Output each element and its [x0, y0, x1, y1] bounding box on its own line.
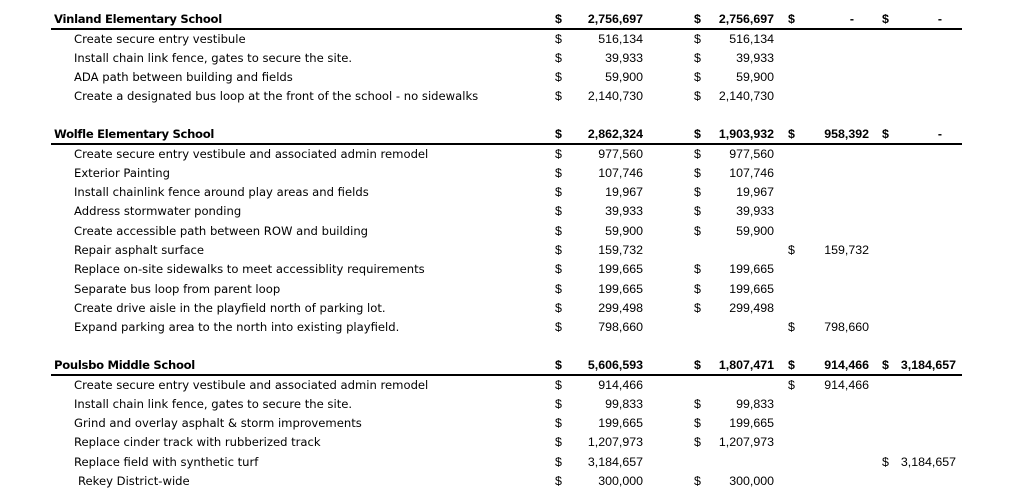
- item-cost: 107,746: [598, 165, 643, 180]
- item-col3: 159,732: [824, 242, 869, 257]
- section-header-row[interactable]: [51, 125, 962, 145]
- item-col3: 798,660: [824, 320, 869, 335]
- table-row[interactable]: [51, 395, 962, 414]
- currency-symbol: $: [555, 50, 562, 65]
- item-cost: 1,207,973: [587, 435, 643, 450]
- currency-symbol: $: [694, 165, 701, 180]
- item-label: Replace on-site sidewalks to meet accessiblity requirements: [74, 262, 425, 277]
- item-cost: 2,140,730: [587, 89, 643, 104]
- currency-symbol: $: [788, 127, 795, 141]
- item-col2: 977,560: [729, 146, 774, 161]
- currency-symbol: $: [694, 89, 701, 104]
- currency-symbol: $: [694, 281, 701, 296]
- currency-symbol: $: [694, 185, 701, 200]
- total-col2: 2,756,697: [718, 12, 774, 26]
- currency-symbol: $: [555, 454, 562, 469]
- currency-symbol: $: [555, 281, 562, 296]
- currency-symbol: $: [555, 127, 562, 141]
- item-cost: 19,967: [605, 185, 643, 200]
- item-col2: 199,665: [729, 262, 774, 277]
- item-cost: 516,134: [598, 31, 643, 46]
- currency-symbol: $: [555, 396, 562, 411]
- currency-symbol: $: [555, 358, 562, 372]
- total-col3: 958,392: [824, 127, 869, 141]
- total-col3: -: [849, 12, 854, 26]
- item-cost: 159,732: [598, 242, 643, 257]
- currency-symbol: $: [694, 50, 701, 65]
- item-col2: 199,665: [729, 416, 774, 431]
- currency-symbol: $: [555, 165, 562, 180]
- currency-symbol: $: [555, 473, 562, 488]
- currency-symbol: $: [788, 12, 795, 26]
- item-col2: 99,833: [736, 396, 774, 411]
- item-label: Rekey District-wide: [78, 473, 190, 488]
- currency-symbol: $: [788, 242, 795, 257]
- table-row[interactable]: [51, 49, 962, 68]
- table-row[interactable]: [51, 260, 962, 279]
- item-label: Expand parking area to the north into existing playfield.: [74, 320, 400, 335]
- table-row[interactable]: [51, 299, 962, 318]
- total-col4: -: [937, 127, 942, 141]
- item-col3: 914,466: [824, 377, 869, 392]
- currency-symbol: $: [555, 242, 562, 257]
- item-col2: 199,665: [729, 281, 774, 296]
- table-row[interactable]: [51, 414, 962, 433]
- currency-symbol: $: [694, 300, 701, 315]
- currency-symbol: $: [882, 12, 889, 26]
- item-label: Repair asphalt surface: [74, 242, 205, 257]
- item-label: Install chain link fence, gates to secure the site.: [74, 396, 353, 411]
- item-cost: 59,900: [605, 223, 643, 238]
- currency-symbol: $: [694, 204, 701, 219]
- item-label: Install chain link fence, gates to secure the site.: [74, 50, 353, 65]
- currency-symbol: $: [882, 358, 889, 372]
- currency-symbol: $: [788, 377, 795, 392]
- section-header-row[interactable]: [51, 10, 962, 30]
- total-cost: 5,606,593: [587, 358, 643, 372]
- currency-symbol: $: [694, 435, 701, 450]
- item-col2: 59,900: [736, 70, 774, 85]
- table-row[interactable]: [51, 202, 962, 221]
- item-label: ADA path between building and fields: [74, 70, 293, 85]
- currency-symbol: $: [555, 70, 562, 85]
- table-row[interactable]: [51, 30, 962, 49]
- currency-symbol: $: [555, 89, 562, 104]
- item-cost: 99,833: [605, 396, 643, 411]
- table-row[interactable]: [51, 433, 962, 452]
- currency-symbol: $: [555, 300, 562, 315]
- table-row[interactable]: [51, 183, 962, 202]
- currency-symbol: $: [555, 416, 562, 431]
- table-row[interactable]: [51, 376, 962, 395]
- table-row[interactable]: [51, 241, 962, 260]
- currency-symbol: $: [694, 358, 701, 372]
- section-header-row[interactable]: [51, 356, 962, 376]
- currency-symbol: $: [555, 31, 562, 46]
- currency-symbol: $: [694, 70, 701, 85]
- section-wolfle: [51, 125, 962, 337]
- item-cost: 3,184,657: [587, 454, 643, 469]
- item-label: Replace field with synthetic turf: [74, 454, 259, 469]
- item-label: Create accessible path between ROW and building: [74, 223, 369, 238]
- currency-symbol: $: [555, 223, 562, 238]
- item-col2: 39,933: [736, 50, 774, 65]
- currency-symbol: $: [788, 358, 795, 372]
- table-row[interactable]: [51, 222, 962, 241]
- item-label: Replace cinder track with rubberized track: [74, 435, 321, 450]
- item-label: Create secure entry vestibule and associated admin remodel: [74, 377, 429, 392]
- item-col2: 299,498: [729, 300, 774, 315]
- item-label: Create secure entry vestibule and associated admin remodel: [74, 146, 429, 161]
- item-col2: 516,134: [729, 31, 774, 46]
- item-label: Grind and overlay asphalt & storm improvements: [74, 416, 362, 431]
- item-col2: 39,933: [736, 204, 774, 219]
- total-cost: 2,756,697: [587, 12, 643, 26]
- currency-symbol: $: [555, 204, 562, 219]
- currency-symbol: $: [788, 320, 795, 335]
- item-cost: 977,560: [598, 146, 643, 161]
- currency-symbol: $: [555, 320, 562, 335]
- item-cost: 59,900: [605, 70, 643, 85]
- item-label: Address stormwater ponding: [74, 204, 242, 219]
- item-label: Create secure entry vestibule: [74, 31, 246, 46]
- table-row[interactable]: [51, 280, 962, 299]
- item-cost: 914,466: [598, 377, 643, 392]
- currency-symbol: $: [694, 262, 701, 277]
- currency-symbol: $: [555, 146, 562, 161]
- item-cost: 39,933: [605, 204, 643, 219]
- item-label: Install chainlink fence around play areas and fields: [74, 185, 369, 200]
- item-col2: 107,746: [729, 165, 774, 180]
- currency-symbol: $: [555, 377, 562, 392]
- currency-symbol: $: [555, 262, 562, 277]
- item-label: Separate bus loop from parent loop: [74, 281, 281, 296]
- item-col2: 59,900: [736, 223, 774, 238]
- currency-symbol: $: [555, 12, 562, 26]
- item-label: Create drive aisle in the playfield north of parking lot.: [74, 300, 386, 315]
- currency-symbol: $: [694, 416, 701, 431]
- table-row[interactable]: [51, 68, 962, 87]
- currency-symbol: $: [694, 12, 701, 26]
- currency-symbol: $: [694, 396, 701, 411]
- table-row[interactable]: [51, 145, 962, 164]
- currency-symbol: $: [694, 127, 701, 141]
- table-row[interactable]: [51, 453, 962, 472]
- currency-symbol: $: [694, 146, 701, 161]
- currency-symbol: $: [882, 127, 889, 141]
- item-col2: 2,140,730: [718, 89, 774, 104]
- total-col2: 1,903,932: [718, 127, 774, 141]
- item-cost: 199,665: [598, 262, 643, 277]
- currency-symbol: $: [555, 185, 562, 200]
- total-col3: 914,466: [824, 358, 869, 372]
- item-col2: 1,207,973: [718, 435, 774, 450]
- section-title: Wolfle Elementary School: [54, 127, 215, 141]
- currency-symbol: $: [694, 223, 701, 238]
- item-cost: 199,665: [598, 281, 643, 296]
- total-col4: -: [937, 12, 942, 26]
- table-row[interactable]: [51, 87, 962, 106]
- item-col2: 19,967: [736, 185, 774, 200]
- item-cost: 299,498: [598, 300, 643, 315]
- table-row[interactable]: [51, 318, 962, 337]
- currency-symbol: $: [694, 473, 701, 488]
- item-cost: 798,660: [598, 320, 643, 335]
- item-label: Create a designated bus loop at the front of the school - no sidewalks: [74, 89, 479, 104]
- table-row[interactable]: [51, 472, 962, 491]
- item-cost: 199,665: [598, 416, 643, 431]
- currency-symbol: $: [555, 435, 562, 450]
- section-title: Poulsbo Middle School: [54, 358, 195, 372]
- item-col2: 300,000: [729, 473, 774, 488]
- item-cost: 39,933: [605, 50, 643, 65]
- section-poulsbo: [51, 356, 962, 491]
- total-cost: 2,862,324: [587, 127, 643, 141]
- total-col2: 1,807,471: [718, 358, 774, 372]
- currency-symbol: $: [694, 31, 701, 46]
- section-title: Vinland Elementary School: [54, 12, 222, 26]
- total-col4: 3,184,657: [900, 358, 956, 372]
- section-vinland: [51, 10, 962, 107]
- item-cost: 300,000: [598, 473, 643, 488]
- table-row[interactable]: [51, 164, 962, 183]
- item-col4: 3,184,657: [900, 454, 956, 469]
- currency-symbol: $: [882, 454, 889, 469]
- item-label: Exterior Painting: [74, 165, 171, 180]
